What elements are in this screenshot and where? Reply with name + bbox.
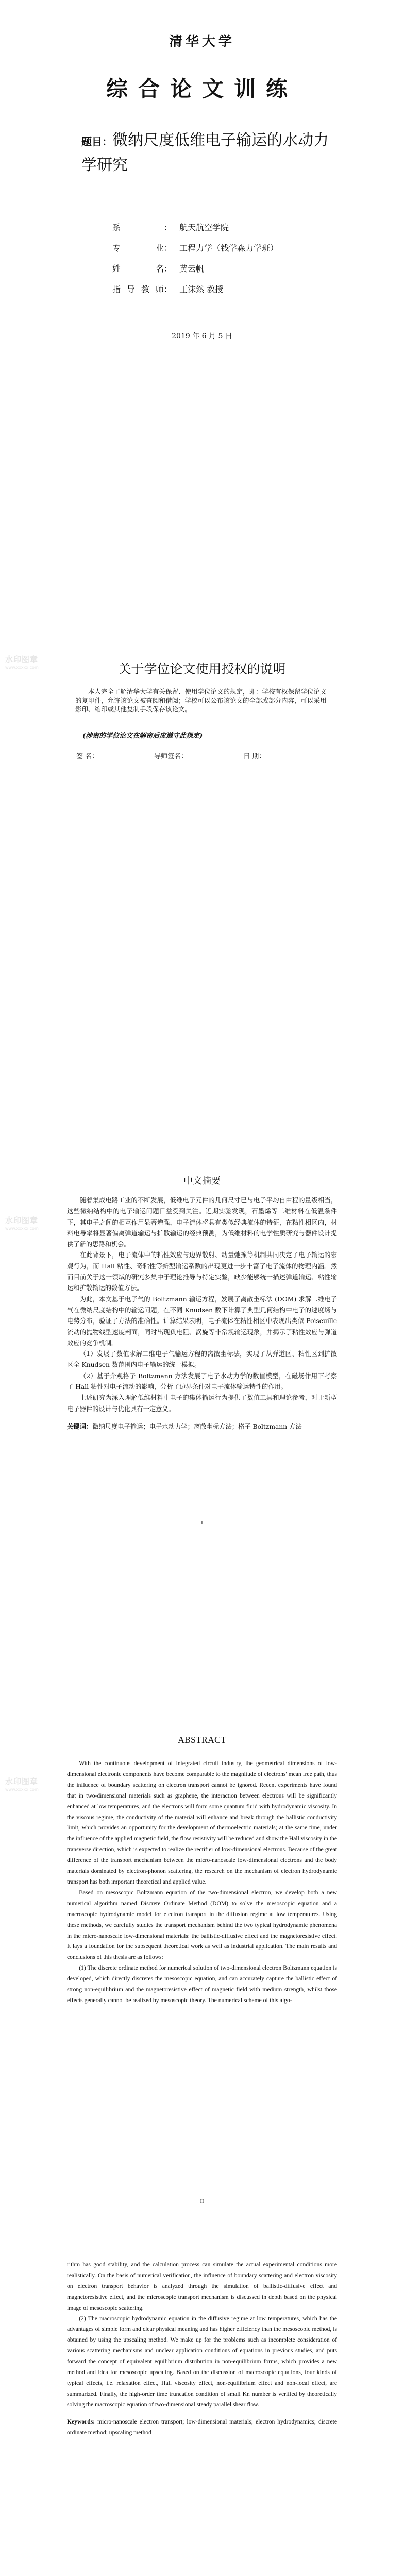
- page-number: I: [201, 1520, 203, 1526]
- cn-keywords-label: 关键词：: [67, 1422, 93, 1430]
- english-abstract-continued-page: [0, 2244, 404, 2576]
- info-value: 工程力学（钱学森力学班）: [179, 243, 279, 253]
- cn-paragraph: 随着集成电路工业的不断发展，低维电子元件的几何尺寸已与电子平均自由程的量级相当，这些微纳结构中的电子输运问题日益受到关注。近期实验发现，石墨烯等二维材料在低温条件下，其电子之间的相互作用显著增强，电子流体将具有类似经典流体的特征，在粘性相区内，材料电导率将显著偏离弹道输运与扩散输运的经典预测，为低维材料的电学性质研究与器件设计提供了新的思路和机会。: [67, 1197, 337, 1248]
- cn-paragraph: （2）基于介观格子 Boltzmann 方法发展了电子水动力学的数值模型，在磁场作用下考察了 Hall 粘性对电子流动的影响，分析了边界条件对电子流体输运特性的作用。: [67, 1372, 337, 1391]
- watermark-sub: www.xxxxx.com: [5, 665, 39, 670]
- cn-paragraph: 上述研究为深入理解低维材料中电子的集体输运行为提供了数值工具和理论参考，对于新型电子器件的设计与优化具有一定意义。: [67, 1394, 337, 1413]
- info-row-advisor: [112, 278, 278, 299]
- info-key: 专业: [112, 243, 164, 253]
- en-keywords-text: micro-nanoscale electron transport; low-dimensional materials; electron hydrodynamics; discrete ordinate method; upscaling method: [67, 2418, 338, 2436]
- cn-paragraph: 在此背景下，电子流体中的粘性效应与边界散射、动量弛豫等机制共同决定了电子输运的宏观行为，而 Hall 粘性、奇粘性等新型输运系数的出现更进一步丰富了电子流体的物理内涵。然而目前关于这一领域的研究多集中于理论推导与特定实验，缺少能够统一描述弹道输运、粘性输运和扩散输运的数值方法。: [67, 1251, 337, 1292]
- info-colon: ：: [164, 263, 173, 274]
- info-colon: ：: [164, 243, 173, 253]
- cn-keywords-text: 微纳尺度电子输运；电子水动力学；离散坐标方法；格子 Boltzmann 方法: [92, 1422, 302, 1430]
- cn-paragraph: （1）发展了数值求解二维电子气输运方程的离散坐标法，实现了从弹道区、粘性区到扩散区全 Knudsen 数范围内电子输运的统一模拟。: [67, 1350, 337, 1369]
- sign-date-label: 日 期：: [243, 753, 266, 760]
- watermark-main: 水印图章: [5, 1216, 39, 1225]
- info-row-department: [112, 216, 278, 237]
- info-colon: ：: [164, 284, 173, 294]
- en-abstract-title: ABSTRACT: [177, 1735, 227, 1745]
- cn-abstract-title: 中文摘要: [183, 1176, 221, 1187]
- sign-advisor-label: 导师签名：: [154, 753, 188, 760]
- thesis-topic: [81, 129, 329, 177]
- info-key: 系: [112, 222, 121, 232]
- info-key: 姓名: [112, 263, 164, 274]
- en-keywords: [67, 2417, 337, 2438]
- english-abstract-page: [0, 1683, 404, 2244]
- info-key: 指导教师: [112, 284, 164, 294]
- authorization-title: 关于学位论文使用授权的说明: [118, 662, 286, 676]
- authorization-note: (涉密的学位论文在解密后应遵守此规定): [82, 732, 203, 740]
- en-abstract-body: [67, 1758, 337, 2006]
- info-colon: ：: [164, 222, 173, 232]
- cover-date: 2019 年 6 月 5 日: [172, 332, 232, 341]
- page-number: II: [200, 2198, 204, 2205]
- watermark-sub: www.xxxxx.com: [5, 1787, 39, 1792]
- watermark-sub: www.xxxxx.com: [5, 1226, 39, 1231]
- topic-text: 微纳尺度低维电子输运的水动力学研究: [81, 131, 329, 174]
- en-paragraph: Based on mesoscopic Boltzmann equation of the two-dimensional electron, we develop both a new numerical algorithm named Discrete Ordinate Method (DOM) to solve the mesoscopic equation and a macroscopic hydrodynamic model for electron transport in the diffusion regime at low temperatures. Using these methods, we carefully studies the transport mechanism behind the two typical hydrodynamic phenomena in the micro-nanoscale low-dimensional materials: the ballistic-diffusive effect and the magnetoresistive effect. It lays a foundation for the subsequent theoretical work as well as industrial application. The main results and conclusions of this thesis are as follows:: [67, 1889, 337, 1961]
- cn-paragraph: 为此，本文基于电子气的 Boltzmann 输运方程，发展了离散坐标法 (DOM) 求解二维电子气在微纳尺度结构中的输运问题，在不同 Knudsen 数下计算了典型几何结构中电子的速度场与电势分布，验证了方法的准确性。计算结果表明，电子流体在粘性相区中表现出类似 Poiseuille 流动的抛物线型速度剖面，同时出现负电阻、涡旋等非常规输运现象，并揭示了粘性效应与弹道效应的竞争机制。: [67, 1295, 337, 1347]
- info-row-name: [112, 258, 278, 278]
- cover-page: [0, 0, 404, 561]
- authorization-page: [0, 561, 404, 1122]
- watermark-main: 水印图章: [5, 655, 39, 664]
- en-paragraph: rithm has good stability, and the calculation process can simulate the actual experimental conditions more realistically. On the basis of numerical verification, the influence of boundary scattering and electron viscosity on electron transport behavior is analyzed through the simulation of ballistic-diffusive effect and magnetoresistive effect, and the microscopic transport mechanism is discussed in depth based on the physical image of mesoscopic scattering.: [67, 2261, 337, 2311]
- info-value: 航天航空学院: [179, 222, 229, 232]
- en-paragraph: (1) The discrete ordinate method for numerical solution of two-dimensional electron Boltzmann equation is developed, which directly discretes the mesoscopic equation, and can accurately capture the ballistic effect of strong non-equilibrium and the magnetoresistive effect of magnetic field with medium strength, whilst those effects generally cannot be realized by mesoscopic theory. The numerical scheme of this algo-: [67, 1964, 337, 2004]
- watermark-main: 水印图章: [5, 1777, 39, 1786]
- cn-abstract-body: [67, 1195, 337, 1432]
- en-paragraph: (2) The macroscopic hydrodynamic equation in the diffusive regime at low temperatures, which has the advantages of simple form and clear physical meaning and has higher efficiency than the mesoscopic method, is obtained by using the upscaling method. We make up for the problems such as incomplete consideration of various scattering mechanisms and unclear application conditions of equations in previous studies, and puts forward the concept of equivalent equilibrium distribution in non-equilibrium forms, which provides a new method and idea for mesoscopic upscaling. Based on the discussion of macroscopic equations, four kinds of typical effects, i.e. relaxation effect, Hall viscosity effect, non-equilibrium effect and non-local effect, are summarized. Finally, the high-order time truncation condition of small Kn number is verified by theoretically solving the macroscopic equation of two-dimensional steady parallel shear flow.: [67, 2315, 337, 2408]
- watermark-stamp: [5, 1776, 42, 1792]
- authorization-text: 本人完全了解清华大学有关保留、使用学位论文的规定，即：学校有权保留学位论文的复印件，允许该论文被查阅和借阅；学校可以公布该论文的全部或部分内容，可以采用影印、缩印或其他复制手段保存该论文。: [75, 688, 327, 713]
- cover-info-table: [112, 216, 278, 299]
- cn-keywords: [67, 1421, 337, 1432]
- university-name: 清华大学: [169, 34, 235, 49]
- info-value: 王沫然 教授: [179, 284, 224, 294]
- sign-name-label: 签 名：: [76, 753, 99, 760]
- watermark-stamp: [5, 1215, 42, 1231]
- info-row-major: [112, 237, 278, 258]
- topic-label: 题目：: [81, 135, 112, 148]
- info-value: 黄云帆: [179, 263, 205, 274]
- en-continued-body: [67, 2260, 337, 2438]
- cover-title: 综合论文训练: [106, 76, 298, 101]
- en-keywords-label: Keywords:: [67, 2418, 95, 2425]
- signature-row: [76, 751, 321, 760]
- chinese-abstract-page: [0, 1122, 404, 1683]
- en-paragraph: With the continuous development of integrated circuit industry, the geometrical dimensions of low-dimensional electronic components have become comparable to the magnitude of electrons' mean free path, thus the influence of boundary scattering on electron transport cannot be ignored. Recent experiments have found that in two-dimensional materials such as graphene, the interaction between electrons will be significantly enhanced at low temperatures, and the electrons will form some quantum fluid with hydrodynamic viscosity. In the viscous regime, the conductivity of the material will enhance and break through the ballistic conductivity limit, which provides an opportunity for the development of thermoelectric materials; at the same time, under the influence of the applied magnetic field, the flow resistivity will be reduced and show the Hall viscosity in the transverse direction, which is expected to realize the rectifier of low-dimensional electrons. Because of the great difference of the transport mechanism between the micro-nanoscale low-dimensional electrons and the body materials dominated by electron-phonon scattering, the research on the mechanism of electron hydrodynamic transport has both important theoretical and applied value.: [67, 1760, 337, 1885]
